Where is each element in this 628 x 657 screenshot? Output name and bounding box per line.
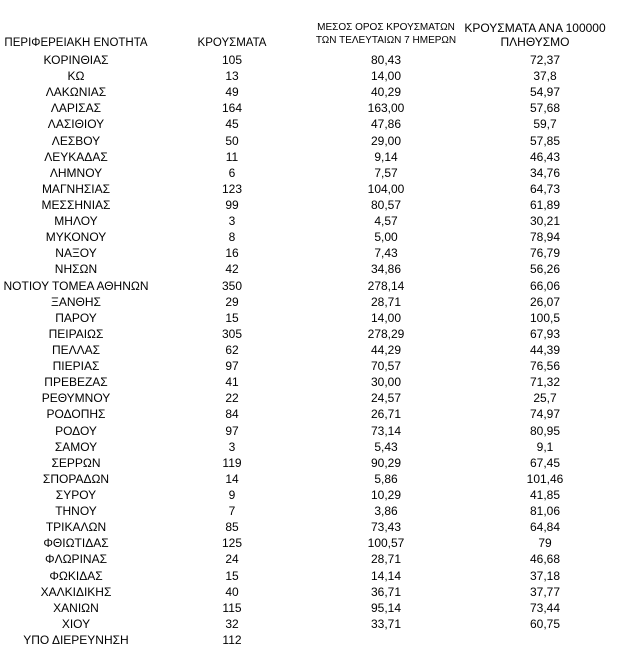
cell-regional-unit: ΤΗΝΟΥ <box>55 504 97 519</box>
cell-cases: 85 <box>225 520 239 535</box>
table-row <box>0 551 628 567</box>
cell-cases-per-100000: 101,46 <box>526 471 564 486</box>
table-row <box>0 181 628 197</box>
cell-regional-unit: ΡΕΘΥΜΝΟΥ <box>41 391 111 406</box>
cell-seven-day-average: 28,71 <box>370 552 402 567</box>
cell-seven-day-average: 26,71 <box>370 407 402 422</box>
cell-seven-day-average: 5,86 <box>374 471 398 486</box>
cell-seven-day-average: 14,00 <box>370 310 402 325</box>
table-row <box>0 600 628 616</box>
cell-cases-per-100000: 74,97 <box>529 407 561 422</box>
table-row <box>0 568 628 584</box>
cell-seven-day-average: 278,29 <box>367 326 405 341</box>
header-rate-line-1: ΚΡΟΥΣΜΑΤΑ ΑΝΑ 100000 <box>464 21 606 35</box>
cell-seven-day-average: 47,86 <box>370 117 402 132</box>
cell-regional-unit: ΦΛΩΡΙΝΑΣ <box>45 552 107 567</box>
table-row <box>0 278 628 294</box>
table-row <box>0 519 628 535</box>
cell-cases: 3 <box>228 439 236 454</box>
cell-cases-per-100000: 57,85 <box>529 133 561 148</box>
table-row <box>0 455 628 471</box>
cell-seven-day-average: 29,00 <box>370 133 402 148</box>
cell-cases-per-100000: 72,37 <box>529 53 561 67</box>
table-row <box>0 100 628 116</box>
cell-regional-unit: ΣΥΡΟΥ <box>55 487 97 502</box>
cell-cases-per-100000: 64,84 <box>529 520 561 535</box>
cell-regional-unit: ΛΗΜΝΟΥ <box>49 165 103 180</box>
table-row <box>0 149 628 165</box>
cell-regional-unit: ΝΗΣΩΝ <box>54 262 98 277</box>
cell-regional-unit: ΡΟΔΟΠΗΣ <box>46 407 106 422</box>
cell-cases-per-100000: 26,07 <box>529 294 561 309</box>
table-row <box>0 632 628 648</box>
header-regional-unit: ΠΕΡΙΦΕΡΕΙΑΚΗ ΕΝΟΤΗΤΑ <box>4 37 148 49</box>
cell-cases: 42 <box>225 262 239 277</box>
cell-cases-per-100000: 57,68 <box>529 101 561 116</box>
cell-cases-per-100000: 44,39 <box>529 342 561 357</box>
cell-seven-day-average: 278,14 <box>367 278 405 293</box>
table-row <box>0 165 628 181</box>
cell-cases: 8 <box>228 230 236 245</box>
cell-cases: 16 <box>225 246 239 261</box>
cell-cases-per-100000: 80,95 <box>529 423 561 438</box>
header-seven-day-average <box>306 21 466 47</box>
cell-seven-day-average: 80,57 <box>370 197 402 212</box>
cell-cases-per-100000: 81,06 <box>529 504 561 519</box>
cell-regional-unit: ΦΩΚΙΔΑΣ <box>49 568 103 583</box>
cell-cases-per-100000: 76,56 <box>529 359 561 374</box>
cell-cases: 15 <box>225 310 239 325</box>
cell-seven-day-average: 4,57 <box>374 214 398 229</box>
table-row <box>0 503 628 519</box>
cell-regional-unit: ΠΑΡΟΥ <box>55 310 97 325</box>
cell-seven-day-average: 10,29 <box>370 487 402 502</box>
cell-cases: 29 <box>225 294 239 309</box>
cell-cases-per-100000: 76,79 <box>529 246 561 261</box>
cell-cases-per-100000: 9,1 <box>536 439 554 454</box>
header-avg-line-1: ΜΕΣΟΣ ΟΡΟΣ ΚΡΟΥΣΜΑΤΩΝ <box>317 22 455 33</box>
cell-seven-day-average: 30,00 <box>370 375 402 390</box>
cell-cases-per-100000: 46,68 <box>529 552 561 567</box>
cell-cases-per-100000: 79 <box>538 536 552 551</box>
cell-seven-day-average: 7,43 <box>374 246 398 261</box>
cell-cases-per-100000: 56,26 <box>529 262 561 277</box>
cell-cases: 22 <box>225 391 239 406</box>
cell-seven-day-average: 24,57 <box>370 391 402 406</box>
cell-cases: 97 <box>225 359 239 374</box>
cell-cases: 62 <box>225 342 239 357</box>
cell-regional-unit: ΠΕΛΛΑΣ <box>51 342 101 357</box>
cell-seven-day-average: 5,00 <box>374 230 398 245</box>
table-row <box>0 326 628 342</box>
cell-regional-unit: ΥΠΟ ΔΙΕΡΕΥΝΗΣΗ <box>23 632 129 647</box>
cell-cases: 45 <box>225 117 239 132</box>
cell-cases: 125 <box>221 536 243 551</box>
cell-cases: 7 <box>228 504 236 519</box>
cell-seven-day-average: 33,71 <box>370 616 402 631</box>
table-row <box>0 197 628 213</box>
cell-cases-per-100000: 30,21 <box>529 214 561 229</box>
cell-cases: 24 <box>225 552 239 567</box>
cell-cases: 97 <box>225 423 239 438</box>
header-rate-line-2: ΠΛΗΘΥΣΜΟ <box>500 35 570 49</box>
cell-cases-per-100000: 60,75 <box>529 616 561 631</box>
cell-regional-unit: ΝΑΞΟΥ <box>55 246 97 261</box>
cell-regional-unit: ΜΥΚΟΝΟΥ <box>45 230 107 245</box>
cell-seven-day-average: 73,14 <box>370 423 402 438</box>
cell-cases: 14 <box>225 471 239 486</box>
cell-cases-per-100000: 25,7 <box>533 391 557 406</box>
table-row <box>0 213 628 229</box>
cell-regional-unit: ΛΕΣΒΟΥ <box>51 133 101 148</box>
header-cases-per-100000 <box>460 21 610 49</box>
cell-seven-day-average: 40,29 <box>370 85 402 100</box>
cell-cases-per-100000: 37,18 <box>529 568 561 583</box>
cell-regional-unit: ΝΟΤΙΟΥ ΤΟΜΕΑ ΑΘΗΝΩΝ <box>3 278 149 293</box>
cell-cases-per-100000: 37,8 <box>533 69 557 84</box>
cell-seven-day-average: 7,57 <box>374 165 398 180</box>
table-row <box>0 471 628 487</box>
cell-seven-day-average: 44,29 <box>370 342 402 357</box>
cell-cases-per-100000: 66,06 <box>529 278 561 293</box>
cell-regional-unit: ΣΕΡΡΩΝ <box>51 455 101 470</box>
table-row <box>0 390 628 406</box>
cell-cases: 11 <box>225 149 239 164</box>
table-row <box>0 584 628 600</box>
cell-regional-unit: ΚΩ <box>67 69 85 84</box>
cell-cases-per-100000: 73,44 <box>529 600 561 615</box>
cell-seven-day-average: 104,00 <box>367 181 405 196</box>
table-row <box>0 229 628 245</box>
table-body <box>0 52 628 648</box>
cell-seven-day-average: 95,14 <box>370 600 402 615</box>
table-row <box>0 535 628 551</box>
cell-cases: 49 <box>225 85 239 100</box>
cell-regional-unit: ΜΗΛΟΥ <box>54 214 98 229</box>
table-row <box>0 423 628 439</box>
table-row <box>0 261 628 277</box>
cell-seven-day-average: 5,43 <box>374 439 398 454</box>
cell-cases: 84 <box>225 407 239 422</box>
cell-cases-per-100000: 37,77 <box>529 584 561 599</box>
cell-seven-day-average: 80,43 <box>370 53 402 67</box>
cell-cases-per-100000: 54,97 <box>529 85 561 100</box>
cell-cases: 3 <box>228 214 236 229</box>
cell-cases-per-100000: 41,85 <box>529 487 561 502</box>
cell-regional-unit: ΧΑΝΙΩΝ <box>53 600 99 615</box>
cell-seven-day-average: 28,71 <box>370 294 402 309</box>
cell-seven-day-average: 36,71 <box>370 584 402 599</box>
cell-regional-unit: ΠΙΕΡΙΑΣ <box>52 359 100 374</box>
table-row <box>0 84 628 100</box>
table-row <box>0 358 628 374</box>
header-avg-line-2: ΤΩΝ ΤΕΛΕΥΤΑΙΩΝ 7 ΗΜΕΡΩΝ <box>315 35 457 46</box>
cell-cases-per-100000: 59,7 <box>533 117 557 132</box>
cell-regional-unit: ΣΠΟΡΑΔΩΝ <box>42 471 110 486</box>
cell-cases: 15 <box>225 568 239 583</box>
cell-regional-unit: ΣΑΜΟΥ <box>54 439 98 454</box>
cell-cases-per-100000: 71,32 <box>529 375 561 390</box>
cell-regional-unit: ΛΑΡΙΣΑΣ <box>50 101 102 116</box>
cell-seven-day-average: 73,43 <box>370 520 402 535</box>
cell-cases: 305 <box>221 326 243 341</box>
cell-regional-unit: ΜΑΓΝΗΣΙΑΣ <box>41 181 111 196</box>
cell-regional-unit: ΠΕΙΡΑΙΩΣ <box>48 326 104 341</box>
cell-cases: 105 <box>221 53 243 67</box>
cell-cases-per-100000: 64,73 <box>529 181 561 196</box>
table-row <box>0 406 628 422</box>
cell-regional-unit: ΛΑΚΩΝΙΑΣ <box>45 85 107 100</box>
cell-regional-unit: ΧΙΟΥ <box>61 616 91 631</box>
cell-seven-day-average: 70,57 <box>370 359 402 374</box>
cell-cases: 99 <box>225 197 239 212</box>
table-row <box>0 487 628 503</box>
cell-cases: 41 <box>225 375 239 390</box>
cell-regional-unit: ΦΘΙΩΤΙΔΑΣ <box>43 536 109 551</box>
cell-cases: 13 <box>225 69 239 84</box>
table-row <box>0 310 628 326</box>
cell-regional-unit: ΛΕΥΚΑΔΑΣ <box>44 149 108 164</box>
cell-cases-per-100000: 34,76 <box>529 165 561 180</box>
cell-cases: 6 <box>228 165 236 180</box>
table-row <box>0 116 628 132</box>
cell-seven-day-average: 9,14 <box>374 149 398 164</box>
cell-cases-per-100000: 78,94 <box>529 230 561 245</box>
table-row <box>0 374 628 390</box>
table-row <box>0 52 628 68</box>
cell-cases: 119 <box>222 455 242 470</box>
cell-cases-per-100000: 67,93 <box>529 326 561 341</box>
cell-cases: 115 <box>222 600 242 615</box>
table-row <box>0 439 628 455</box>
cell-seven-day-average: 14,00 <box>370 69 402 84</box>
cell-cases-per-100000: 67,45 <box>529 455 561 470</box>
cell-regional-unit: ΚΟΡΙΝΘΙΑΣ <box>43 53 109 67</box>
cell-regional-unit: ΞΑΝΘΗΣ <box>51 294 101 309</box>
cell-cases: 350 <box>221 278 243 293</box>
cell-cases: 9 <box>228 487 236 502</box>
cell-regional-unit: ΡΟΔΟΥ <box>55 423 97 438</box>
cell-cases: 40 <box>225 584 239 599</box>
table-row <box>0 616 628 632</box>
cell-seven-day-average: 100,57 <box>367 536 405 551</box>
header-cases: ΚΡΟΥΣΜΑΤΑ <box>197 37 267 49</box>
cell-seven-day-average: 14,14 <box>370 568 402 583</box>
cell-regional-unit: ΠΡΕΒΕΖΑΣ <box>44 375 108 390</box>
cell-cases: 50 <box>225 133 239 148</box>
table-row <box>0 245 628 261</box>
cell-regional-unit: ΛΑΣΙΘΙΟΥ <box>47 117 105 132</box>
cell-seven-day-average: 90,29 <box>370 455 402 470</box>
cell-cases: 112 <box>222 632 242 647</box>
cell-regional-unit: ΜΕΣΣΗΝΙΑΣ <box>41 197 111 212</box>
cell-cases-per-100000: 46,43 <box>529 149 561 164</box>
cell-regional-unit: ΧΑΛΚΙΔΙΚΗΣ <box>40 584 112 599</box>
cell-cases-per-100000: 100,5 <box>529 310 561 325</box>
table-row <box>0 133 628 149</box>
cell-cases: 164 <box>221 101 243 116</box>
table-row <box>0 68 628 84</box>
table-row <box>0 342 628 358</box>
cell-cases: 32 <box>225 616 239 631</box>
cell-seven-day-average: 34,86 <box>370 262 402 277</box>
cell-seven-day-average: 163,00 <box>367 101 405 116</box>
cell-cases: 123 <box>221 181 243 196</box>
cell-regional-unit: ΤΡΙΚΑΛΩΝ <box>45 520 107 535</box>
cell-seven-day-average: 3,86 <box>374 504 398 519</box>
cell-cases-per-100000: 61,89 <box>529 197 561 212</box>
table-row <box>0 294 628 310</box>
